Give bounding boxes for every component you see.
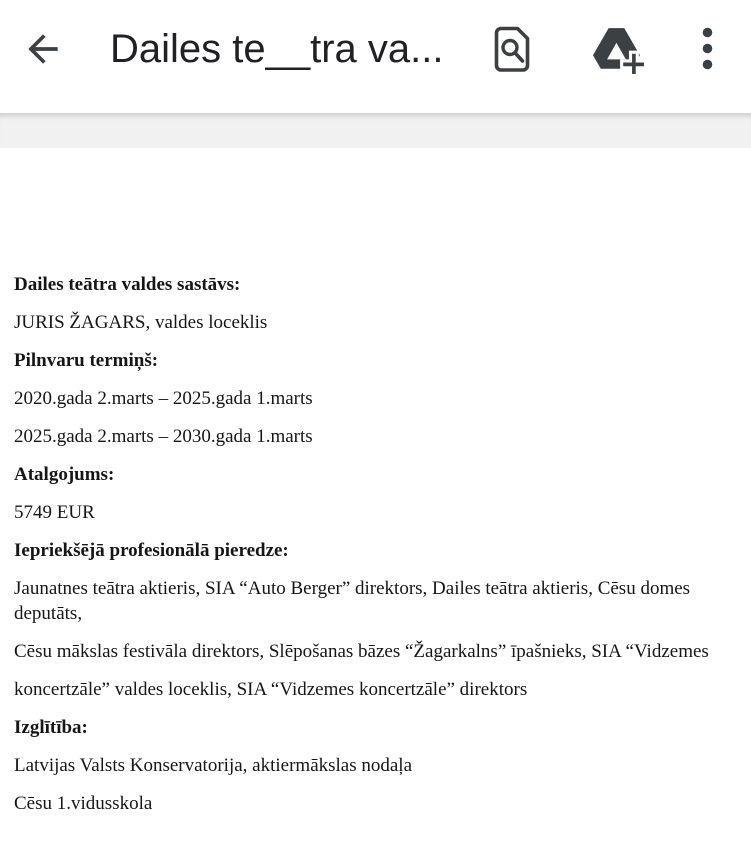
doc-line: Izglītība: bbox=[14, 717, 88, 738]
document-title: Dailes te__tra va... bbox=[110, 27, 444, 71]
doc-line: Pilnvaru termiņš: bbox=[14, 350, 159, 371]
doc-line: Latvijas Valsts Konservatorija, aktiermākslas nodaļa bbox=[14, 755, 413, 776]
doc-line: 2020.gada 2.marts – 2025.gada 1.marts bbox=[14, 388, 313, 409]
doc-line: Cēsu 1.vidusskola bbox=[14, 793, 153, 814]
doc-line: Jaunatnes teātra aktieris, SIA “Auto Berger” direktors, Dailes teātra aktieris, Cēsu domes bbox=[14, 578, 691, 599]
add-to-drive-button[interactable] bbox=[590, 21, 646, 77]
find-in-file-button[interactable] bbox=[484, 21, 540, 77]
doc-line: Cēsu mākslas festivāla direktors, Slēpošanas bāzes “Žagarkalns” īpašnieks, SIA “Vidzemes bbox=[14, 641, 709, 662]
more-options-icon bbox=[702, 27, 713, 71]
app-bar bbox=[0, 0, 751, 113]
doc-line: koncertzāle” valdes loceklis, SIA “Vidzemes koncertzāle” direktors bbox=[14, 679, 528, 700]
doc-line: Dailes teātra valdes sastāvs: bbox=[14, 274, 241, 295]
doc-line: deputāts, bbox=[14, 603, 83, 624]
more-options-button[interactable] bbox=[679, 21, 735, 77]
doc-line: 5749 EUR bbox=[14, 502, 95, 523]
back-arrow-icon bbox=[21, 27, 65, 71]
doc-line: Iepriekšējā profesionālā pieredze: bbox=[14, 540, 289, 561]
doc-lines bbox=[14, 272, 751, 816]
add-to-drive-icon bbox=[592, 24, 644, 74]
pdf-page[interactable] bbox=[0, 148, 751, 846]
toolbar-shadow-band bbox=[0, 113, 751, 148]
back-button[interactable] bbox=[15, 21, 71, 77]
doc-line: 2025.gada 2.marts – 2030.gada 1.marts bbox=[14, 426, 313, 447]
doc-line: Atalgojums: bbox=[14, 464, 115, 485]
doc-line: JURIS ŽAGARS, valdes loceklis bbox=[14, 312, 268, 333]
find-in-file-icon bbox=[494, 26, 530, 73]
